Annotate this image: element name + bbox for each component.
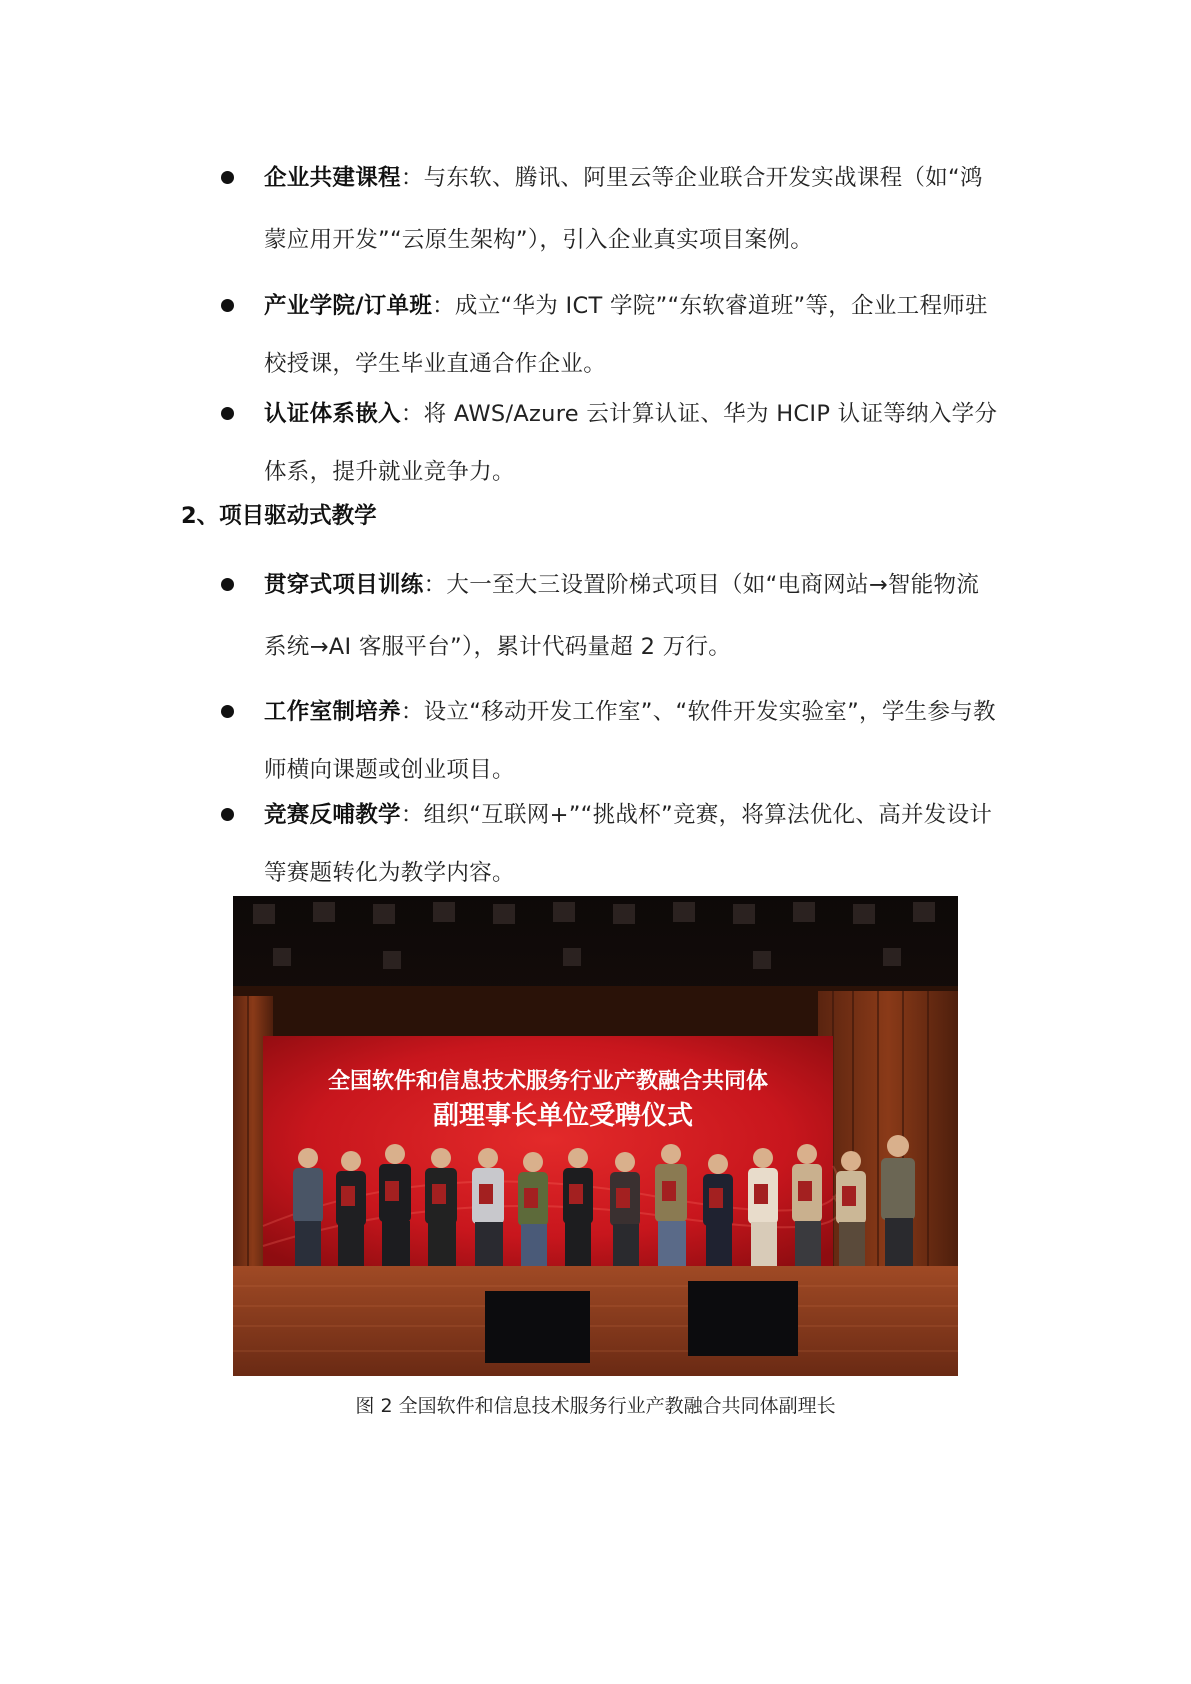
bullet-dot-icon xyxy=(221,407,234,420)
bullet-text: ：大一至大三设置阶梯式项目（如“电商网站→智能物流 xyxy=(423,572,980,598)
bullet-text: ：设立“移动开发工作室”、“软件开发实验室”，学生参与教 xyxy=(400,699,996,725)
bullet-text: ：成立“华为 ICT 学院”“东软睿道班”等，企业工程师驻 xyxy=(432,293,988,319)
bullet-text: ：组织“互联网+”“挑战杯”竞赛，将算法优化、高并发设计 xyxy=(400,802,993,828)
bullet-line-2: 等赛题转化为教学内容。 xyxy=(264,860,515,886)
bullet-dot-icon xyxy=(221,808,234,821)
bullet-line-2: 蒙应用开发”“云原生架构”），引入企业真实项目案例。 xyxy=(264,227,814,253)
bullet-title: 产业学院/订单班 xyxy=(264,293,433,319)
section-heading: 2、项目驱动式教学 xyxy=(181,503,377,529)
ceremony-photo xyxy=(233,896,958,1376)
figure-caption: 图 2 全国软件和信息技术服务行业产教融合共同体副理长 xyxy=(355,1395,836,1417)
bullet-dot-icon xyxy=(221,578,234,591)
bullet-title: 认证体系嵌入 xyxy=(264,401,401,427)
bullet-title: 竞赛反哺教学 xyxy=(264,802,401,828)
bullet-line-1 xyxy=(264,288,988,320)
bullet-line-1 xyxy=(264,160,983,192)
bullet-text: ：将 AWS/Azure 云计算认证、华为 HCIP 认证等纳入学分 xyxy=(400,401,998,427)
bullet-line-1 xyxy=(264,396,997,428)
bullet-line-2: 系统→AI 客服平台”），累计代码量超 2 万行。 xyxy=(264,634,732,660)
bullet-line-1 xyxy=(264,797,992,829)
screen-title-line1: 全国软件和信息技术服务行业产教融合共同体 xyxy=(327,1069,769,1094)
stage-floor xyxy=(233,1266,958,1376)
bullet-line-1 xyxy=(264,694,996,726)
bullet-dot-icon xyxy=(221,299,234,312)
bullet-title: 工作室制培养 xyxy=(264,699,401,725)
bullet-text: ：与东软、腾讯、阿里云等企业联合开发实战课程（如“鸿 xyxy=(400,165,983,191)
bullet-dot-icon xyxy=(221,171,234,184)
bullet-line-2: 校授课，学生毕业直通合作企业。 xyxy=(264,351,607,377)
bullet-title: 企业共建课程 xyxy=(264,165,401,191)
bullet-line-2: 体系，提升就业竞争力。 xyxy=(264,459,515,485)
bullet-dot-icon xyxy=(221,705,234,718)
screen-title-line2: 副理事长单位受聘仪式 xyxy=(432,1101,694,1131)
bullet-line-2: 师横向课题或创业项目。 xyxy=(264,757,515,783)
bullet-line-1 xyxy=(264,567,979,599)
bullet-title: 贯穿式项目训练 xyxy=(264,572,424,598)
